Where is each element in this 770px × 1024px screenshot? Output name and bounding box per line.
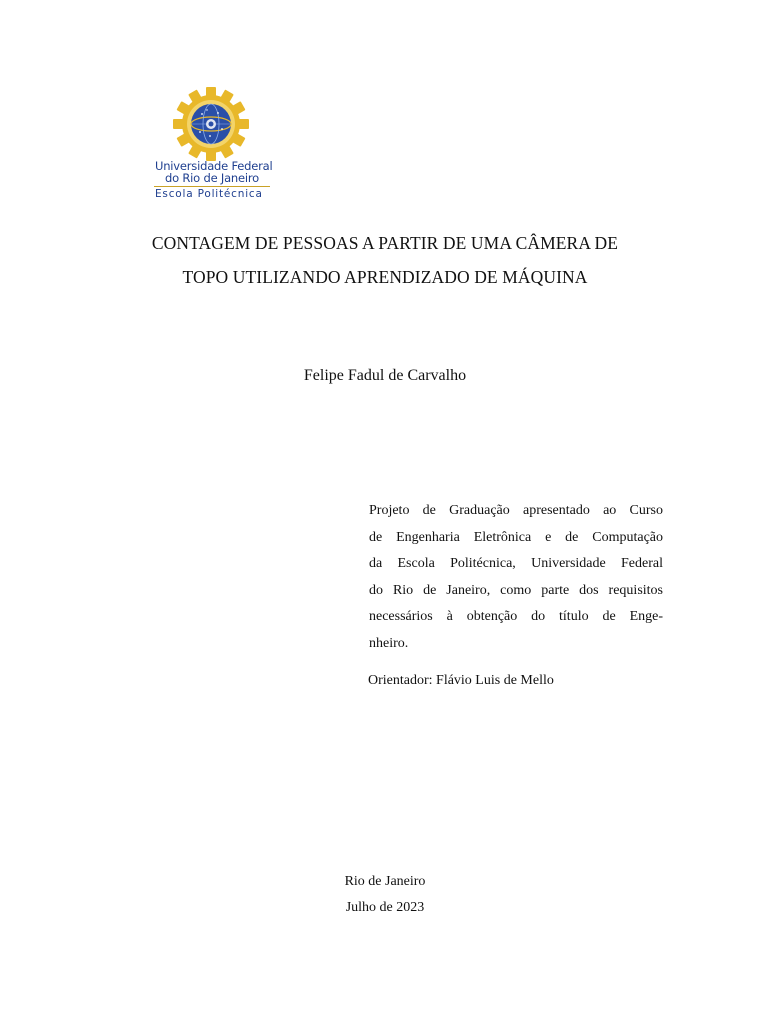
description-line: nheiro.	[369, 635, 409, 651]
author-name: Felipe Fadul de Carvalho	[303, 367, 467, 384]
ufrj-poli-logo	[152, 86, 272, 202]
thesis-title-line-2: TOPO UTILIZANDO APRENDIZADO DE MÁQUINA	[182, 267, 588, 287]
description-line: da Escola Politécnica, Universidade Federal	[369, 556, 663, 571]
logo-university-city: do Rio de Janeiro	[165, 171, 260, 185]
place-and-date	[0, 869, 770, 921]
logo-school-name: Escola Politécnica	[155, 188, 263, 200]
project-description	[369, 498, 663, 657]
logo-university-name: Universidade Federal	[155, 159, 273, 173]
thesis-title-line-1: CONTAGEM DE PESSOAS A PARTIR DE UMA CÂMERA DE	[151, 233, 619, 253]
description-line: Projeto de Graduação apresentado ao Curso	[369, 503, 663, 518]
advisor-name: Orientador: Flávio Luis de Mello	[368, 673, 554, 688]
description-line: do Rio de Janeiro, como parte dos requisitos	[369, 582, 663, 598]
city: Rio de Janeiro	[344, 874, 426, 889]
logo-divider	[154, 186, 270, 187]
description-line: necessários à obtenção do título de Enge-	[369, 609, 663, 624]
description-line: de Engenharia Eletrônica e de Computação	[369, 529, 663, 545]
date: Julho de 2023	[345, 900, 425, 915]
logo-wordmark	[152, 160, 272, 200]
ufrj-gear-globe-emblem	[172, 86, 250, 162]
thesis-title	[0, 226, 770, 294]
